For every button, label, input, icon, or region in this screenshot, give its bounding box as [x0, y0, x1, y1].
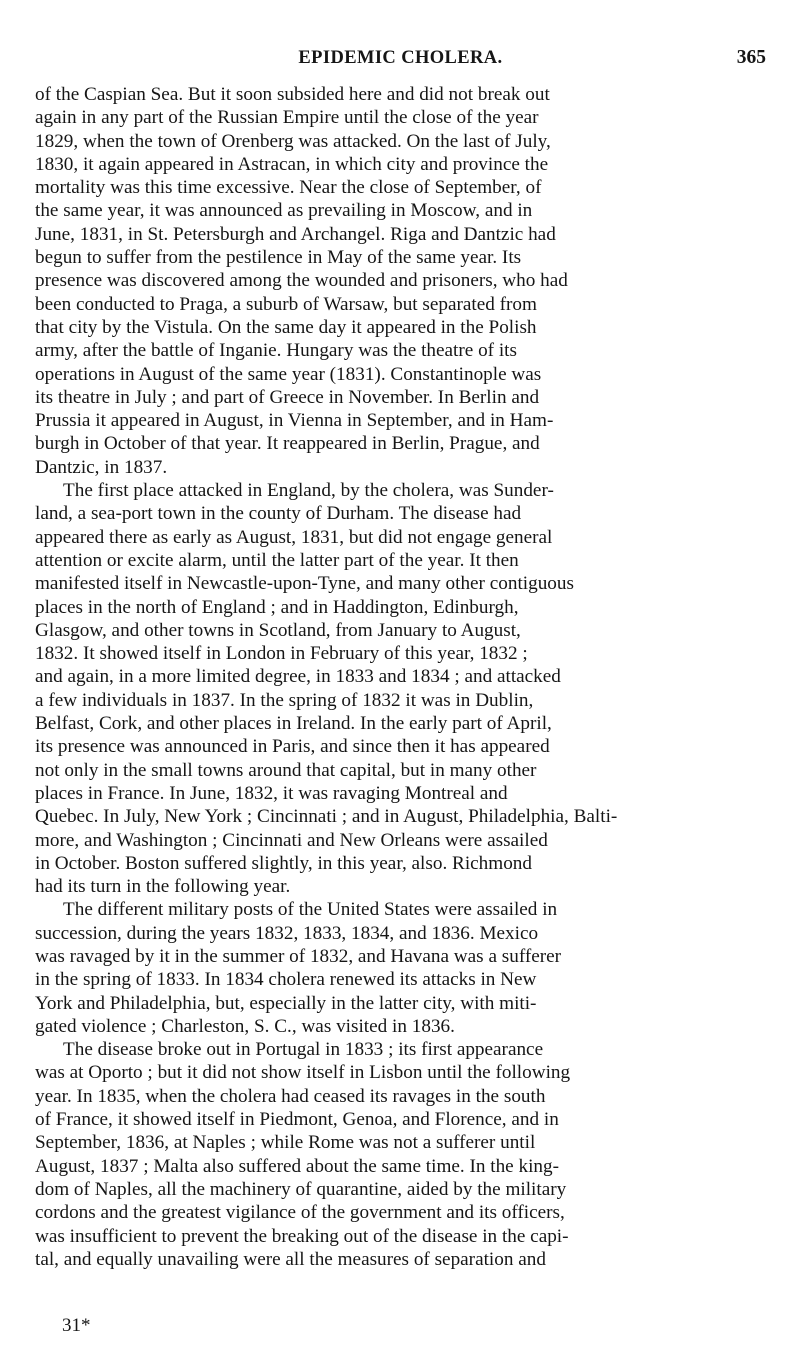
page-number: 365 [736, 47, 766, 68]
text-line: year. In 1835, when the cholera had ceased its ravages in the south [35, 1085, 546, 1107]
text-line: was at Oporto ; but it did not show itself in Lisbon until the following [35, 1062, 571, 1084]
text-line: again in any part of the Russian Empire until the close of the year [35, 107, 539, 129]
text-line: operations in August of the same year (1831). Constantinople was [35, 363, 542, 385]
text-line: more, and Washington ; Cincinnati and New Orleans were assailed [35, 829, 548, 851]
running-title: EPIDEMIC CHOLERA. [298, 48, 503, 68]
text-line: dom of Naples, all the machinery of quarantine, aided by the military [35, 1178, 567, 1200]
text-line: Belfast, Cork, and other places in Ireland. In the early part of April, [35, 713, 552, 735]
text-line: Quebec. In July, New York ; Cincinnati ; and in August, Philadelphia, Balti- [35, 806, 618, 828]
text-line: cordons and the greatest vigilance of the government and its officers, [35, 1202, 565, 1224]
signature-mark: 31* [62, 1315, 91, 1336]
text-line: a few individuals in 1837. In the spring of 1832 it was in Dublin, [35, 689, 534, 711]
text-line: gated violence ; Charleston, S. C., was visited in 1836. [35, 1015, 455, 1037]
text-line: 1832. It showed itself in London in February of this year, 1832 ; [35, 643, 528, 665]
text-line: June, 1831, in St. Petersburgh and Archangel. Riga and Dantzic had [35, 223, 556, 245]
text-line: begun to suffer from the pestilence in May of the same year. Its [35, 247, 522, 269]
text-line: Glasgow, and other towns in Scotland, from January to August, [35, 619, 521, 641]
text-line: September, 1836, at Naples ; while Rome was not a sufferer until [35, 1132, 536, 1154]
text-line: of the Caspian Sea. But it soon subsided here and did not break out [35, 84, 550, 105]
text-line: was ravaged by it in the summer of 1832, and Havana was a sufferer [35, 945, 562, 967]
text-line: that city by the Vistula. On the same day it appeared in the Polish [35, 316, 537, 338]
text-line: York and Philadelphia, but, especially in the latter city, with miti- [35, 992, 537, 1014]
text-line: had its turn in the following year. [35, 876, 291, 898]
text-line: its theatre in July ; and part of Greece in November. In Berlin and [35, 386, 540, 408]
text-line: army, after the battle of Inganie. Hungary was the theatre of its [35, 340, 517, 362]
text-line: The first place attacked in England, by the cholera, was Sunder- [63, 480, 554, 502]
text-line: places in the north of England ; and in Haddington, Edinburgh, [35, 596, 519, 618]
text-line: not only in the small towns around that capital, but in many other [35, 759, 537, 781]
text-line: presence was discovered among the wounded and prisoners, who had [35, 270, 568, 292]
text-line: attention or excite alarm, until the latter part of the year. It then [35, 549, 519, 571]
text-line: been conducted to Praga, a suburb of Warsaw, but separated from [35, 293, 537, 315]
text-line: manifested itself in Newcastle-upon-Tyne, and many other contiguous [35, 573, 574, 595]
text-line: tal, and equally unavailing were all the measures of separation and [35, 1248, 546, 1270]
text-line: in the spring of 1833. In 1834 cholera renewed its attacks in New [35, 969, 537, 991]
text-line: burgh in October of that year. It reappeared in Berlin, Prague, and [35, 433, 540, 455]
text-line: The disease broke out in Portugal in 1833 ; its first appearance [63, 1039, 544, 1061]
running-head [35, 44, 766, 72]
text-line: Dantzic, in 1837. [35, 456, 168, 478]
text-line: was insufficient to prevent the breaking out of the disease in the capi- [35, 1225, 569, 1247]
text-line: of France, it showed itself in Piedmont, Genoa, and Florence, and in [35, 1109, 559, 1131]
text-line: August, 1837 ; Malta also suffered about the same time. In the king- [35, 1155, 559, 1177]
text-line: its presence was announced in Paris, and since then it has appeared [35, 736, 550, 758]
text-line: the same year, it was announced as prevailing in Moscow, and in [35, 200, 533, 222]
text-line: 1830, it again appeared in Astracan, in which city and province the [35, 153, 549, 175]
text-line: appeared there as early as August, 1831, but did not engage general [35, 526, 553, 548]
body-text [35, 83, 766, 1271]
text-line: The different military posts of the United States were assailed in [63, 899, 558, 921]
text-line: succession, during the years 1832, 1833, 1834, and 1836. Mexico [35, 922, 539, 944]
text-line: Prussia it appeared in August, in Vienna in September, and in Ham- [35, 410, 554, 432]
text-line: mortality was this time excessive. Near the close of September, of [35, 177, 542, 199]
text-line: land, a sea-port town in the county of Durham. The disease had [35, 503, 522, 525]
text-line: 1829, when the town of Orenberg was attacked. On the last of July, [35, 130, 551, 152]
text-line: and again, in a more limited degree, in 1833 and 1834 ; and attacked [35, 666, 561, 688]
text-line: places in France. In June, 1832, it was ravaging Montreal and [35, 782, 508, 804]
text-line: in October. Boston suffered slightly, in this year, also. Richmond [35, 852, 532, 874]
